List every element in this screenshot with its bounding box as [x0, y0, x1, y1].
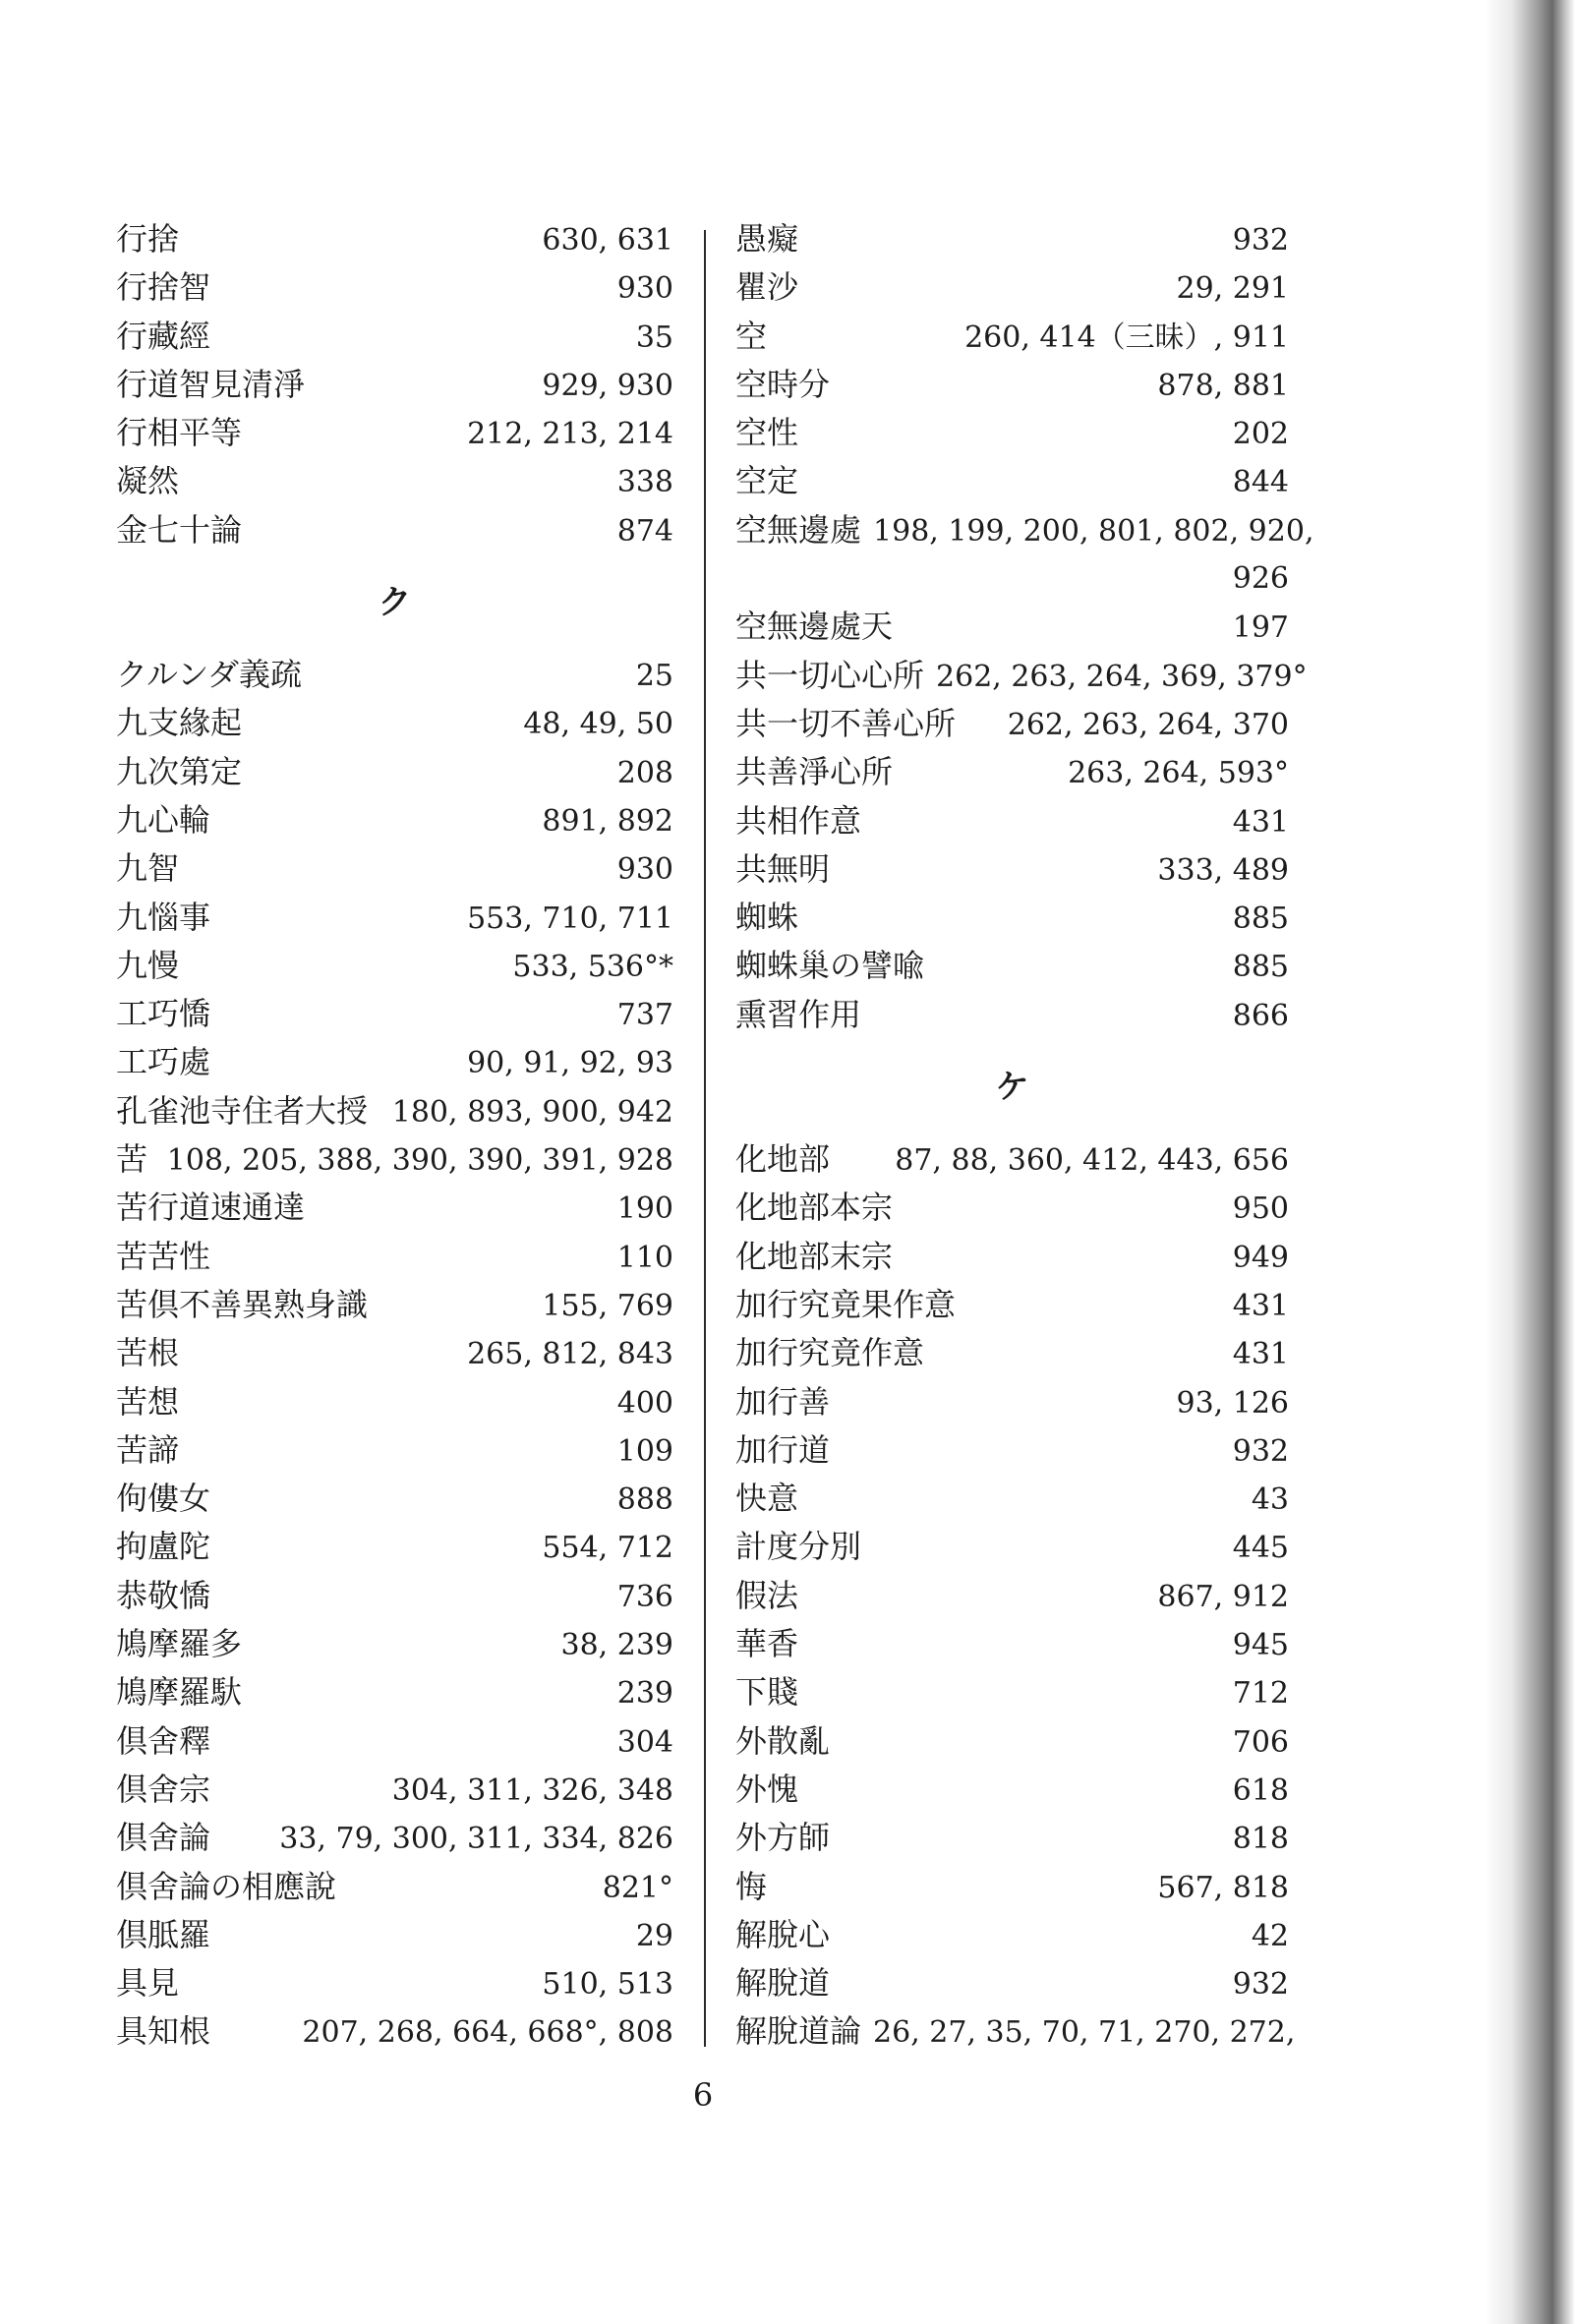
index-term: 倶胝羅: [116, 1915, 211, 1953]
index-term: 快意: [735, 1480, 799, 1518]
index-pages: 109: [616, 1433, 673, 1469]
index-term: 加行究竟果作意: [735, 1285, 957, 1323]
index-pages: 844: [1232, 465, 1289, 500]
index-term: 拘盧陀: [116, 1528, 211, 1566]
index-pages: 108, 205, 388, 390, 390, 391, 928: [166, 1143, 673, 1179]
index-term: 空: [735, 317, 768, 355]
index-term: 空性: [735, 414, 799, 452]
page-number: 6: [692, 2076, 714, 2114]
index-term: 空無邊處天: [735, 608, 894, 646]
index-pages: 431: [1232, 804, 1289, 840]
index-entry: [735, 361, 1289, 409]
index-term: 苦行道速通達: [116, 1189, 306, 1227]
index-entry: [735, 2007, 1296, 2056]
index-entry: [735, 1717, 1289, 1766]
index-pages: 29: [635, 1918, 673, 1953]
index-entry: [735, 1184, 1289, 1232]
index-pages: 930: [616, 271, 673, 307]
index-term: 工巧憍: [116, 995, 211, 1033]
index-term: 悔: [735, 1867, 768, 1905]
index-pages: 818: [1232, 1822, 1289, 1857]
index-entry: [735, 748, 1289, 796]
index-entry: [116, 748, 673, 796]
index-pages: 26, 27, 35, 70, 71, 270, 272,: [873, 2015, 1296, 2051]
index-pages: 208: [616, 755, 673, 790]
index-entry: [735, 991, 1289, 1039]
index-pages: 932: [1232, 1967, 1289, 2003]
index-pages: 197: [1232, 610, 1289, 646]
index-pages: 553, 710, 711: [467, 901, 673, 936]
index-entry: [735, 1135, 1289, 1184]
index-pages: 888: [616, 1482, 673, 1518]
index-pages: 38, 239: [560, 1628, 673, 1663]
index-pages: 155, 769: [542, 1288, 673, 1323]
index-pages: 932: [1232, 223, 1289, 258]
index-entry: [735, 1572, 1289, 1620]
index-entry: [116, 1378, 673, 1426]
index-term: 倶舍論の相應說: [116, 1867, 337, 1905]
index-term: 解脫心: [735, 1915, 831, 1953]
index-term: 苦想: [116, 1382, 180, 1421]
index-entry: [735, 457, 1289, 505]
index-pages: 533, 536°*: [512, 949, 673, 984]
index-pages: 431: [1232, 1288, 1289, 1323]
section-heading: ク: [378, 583, 412, 623]
index-term: 瞿沙: [735, 268, 799, 307]
index-entry: [735, 215, 1289, 263]
index-pages: 33, 79, 300, 311, 334, 826: [279, 1822, 673, 1857]
index-term: 熏習作用: [735, 995, 862, 1033]
index-pages: 262, 263, 264, 369, 379°: [936, 659, 1308, 694]
index-entry: [735, 1911, 1289, 1959]
index-pages: 867, 912: [1157, 1579, 1289, 1614]
index-pages: 263, 264, 593°: [1068, 756, 1289, 791]
index-entry: [116, 1814, 673, 1862]
index-pages: 43: [1251, 1482, 1289, 1518]
index-entry: [735, 894, 1289, 942]
index-pages: 304: [616, 1724, 673, 1760]
index-pages: 554, 712: [542, 1531, 673, 1566]
index-entry: [116, 409, 673, 457]
index-entry: [116, 1863, 673, 1911]
index-term: 九慢: [116, 946, 180, 984]
index-pages: 207, 268, 664, 668°, 808: [302, 2015, 673, 2051]
index-term: 空定: [735, 462, 799, 500]
index-entry: [735, 506, 1314, 554]
index-term: 苦: [116, 1140, 148, 1179]
index-term: 加行道: [735, 1430, 831, 1469]
index-pages: 35: [635, 320, 673, 355]
index-term: 共相作意: [735, 801, 862, 840]
index-pages: 926: [1232, 561, 1289, 597]
index-pages: 885: [1232, 901, 1289, 937]
index-entry: [116, 1717, 673, 1766]
index-term: 倶舍釋: [116, 1721, 211, 1760]
index-entry: [116, 1523, 673, 1571]
index-entry: [735, 313, 1289, 361]
index-term: 九支緣起: [116, 704, 243, 742]
index-entry: [735, 1523, 1289, 1571]
index-entry: [735, 1378, 1289, 1426]
index-pages: 885: [1232, 950, 1289, 985]
index-entry: [735, 554, 1289, 603]
index-entry: [116, 844, 673, 893]
index-entry: [116, 1668, 673, 1716]
index-entry: [116, 942, 673, 990]
index-term: 具知根: [116, 2012, 211, 2051]
index-entry: [116, 263, 673, 312]
index-entry: [116, 1184, 673, 1232]
index-entry: [735, 263, 1289, 312]
index-term: 計度分別: [735, 1528, 862, 1566]
index-pages: 706: [1232, 1724, 1289, 1760]
index-pages: 932: [1232, 1433, 1289, 1469]
index-term: 佝僂女: [116, 1480, 211, 1518]
column-divider: [704, 230, 706, 2047]
index-pages: 930: [616, 852, 673, 888]
index-pages: 630, 631: [542, 223, 673, 258]
scan-edge-shadow: [1485, 0, 1575, 2324]
index-term: 九智: [116, 849, 180, 888]
index-entry: [116, 1135, 673, 1184]
index-term: 化地部: [735, 1140, 831, 1179]
index-entry: [735, 652, 1308, 700]
index-pages: 262, 263, 264, 370: [1007, 707, 1289, 742]
index-term: 加行究竟作意: [735, 1334, 925, 1372]
index-term: 外愧: [735, 1770, 799, 1808]
index-entry: [116, 215, 673, 263]
index-pages: 866: [1232, 998, 1289, 1033]
index-entry: [735, 1233, 1289, 1281]
index-term: 倶舍論: [116, 1819, 211, 1857]
index-entry: [116, 2007, 673, 2056]
index-entry: [116, 1911, 673, 1959]
index-term: 共一切心心所: [735, 656, 925, 694]
index-pages: 400: [616, 1385, 673, 1421]
index-entry: [116, 1959, 673, 2007]
index-entry: [735, 1475, 1289, 1523]
index-entry: [116, 651, 673, 699]
index-entry: [735, 1959, 1289, 2007]
index-pages: 333, 489: [1157, 852, 1289, 888]
index-pages: 950: [1232, 1191, 1289, 1227]
index-term: 空時分: [735, 365, 831, 403]
index-entry: [735, 845, 1289, 894]
index-pages: 878, 881: [1157, 368, 1289, 403]
index-term: 行相平等: [116, 414, 243, 452]
index-entry: [735, 942, 1289, 990]
index-pages: 42: [1251, 1918, 1289, 1953]
index-pages: 180, 893, 900, 942: [391, 1094, 673, 1130]
index-term: 倶舍宗: [116, 1770, 211, 1808]
index-term: 解脫道論: [735, 2012, 862, 2051]
index-term: 凝然: [116, 462, 180, 500]
index-term: 鳩摩羅多: [116, 1625, 243, 1663]
index-pages: 821°: [602, 1870, 673, 1905]
index-term: 苦諦: [116, 1430, 180, 1469]
index-pages: 510, 513: [542, 1967, 673, 2003]
index-term: 鳩摩羅馱: [116, 1673, 243, 1712]
index-entry: [116, 990, 673, 1038]
index-entry: [116, 699, 673, 747]
index-pages: 737: [616, 998, 673, 1033]
index-term: 共一切不善心所: [735, 704, 957, 742]
index-pages: 618: [1232, 1772, 1289, 1808]
index-pages: 90, 91, 92, 93: [467, 1046, 673, 1081]
index-term: 愚癡: [735, 220, 799, 258]
index-pages: 48, 49, 50: [523, 707, 673, 742]
index-entry: [735, 797, 1289, 845]
index-term: 華香: [735, 1625, 799, 1663]
index-term: 九次第定: [116, 752, 243, 790]
index-term: 金七十論: [116, 510, 243, 549]
index-entry: [116, 1329, 673, 1377]
index-term: 共善淨心所: [735, 753, 894, 791]
index-entry: [116, 1572, 673, 1620]
index-term: 九心輪: [116, 800, 211, 839]
index-term: 行藏經: [116, 317, 211, 355]
index-entry: [116, 1620, 673, 1668]
index-pages: 93, 126: [1176, 1385, 1289, 1421]
index-term: 蜘蛛: [735, 899, 799, 937]
index-entry: [735, 1766, 1289, 1814]
index-pages: 338: [616, 465, 673, 500]
index-term: 假法: [735, 1576, 799, 1614]
index-term: 行捨: [116, 220, 180, 258]
index-entry: [116, 1766, 673, 1814]
index-entry: [116, 1087, 673, 1135]
index-entry: [735, 1281, 1289, 1329]
index-term: 九惱事: [116, 898, 211, 936]
index-entry: [116, 506, 673, 554]
index-term: 下賤: [735, 1673, 799, 1712]
index-pages: 945: [1232, 1628, 1289, 1663]
index-pages: 929, 930: [542, 368, 673, 403]
index-term: 苦根: [116, 1334, 180, 1372]
index-term: 苦苦性: [116, 1237, 211, 1275]
index-entry: [116, 894, 673, 942]
index-term: 苦倶不善異熟身識: [116, 1285, 369, 1323]
index-pages: 304, 311, 326, 348: [391, 1772, 673, 1808]
section-heading: ケ: [995, 1068, 1029, 1108]
index-entry: [735, 1863, 1289, 1911]
index-pages: 445: [1232, 1531, 1289, 1566]
index-entry: [735, 603, 1289, 651]
index-entry: [116, 313, 673, 361]
index-term: 外散亂: [735, 1721, 831, 1760]
index-pages: 190: [616, 1191, 673, 1227]
index-term: クルンダ義疏: [116, 656, 302, 694]
index-pages: 431: [1232, 1337, 1289, 1372]
index-entry: [116, 1426, 673, 1475]
index-term: 行道智見清淨: [116, 365, 306, 403]
index-pages: 260, 414（三昧）, 911: [964, 320, 1289, 355]
index-term: 化地部末宗: [735, 1237, 894, 1275]
index-pages: 212, 213, 214: [467, 417, 673, 452]
index-pages: 25: [635, 659, 673, 694]
index-entry: [116, 1038, 673, 1086]
index-entry: [735, 1426, 1289, 1475]
index-term: 解脫道: [735, 1964, 831, 2003]
index-entry: [735, 1620, 1289, 1668]
index-pages: 202: [1232, 417, 1289, 452]
index-term: 外方師: [735, 1819, 831, 1857]
index-term: 行捨智: [116, 268, 211, 307]
index-term: 化地部本宗: [735, 1189, 894, 1227]
index-column-right: [735, 215, 1314, 2057]
index-entry: [116, 361, 673, 409]
index-pages: 567, 818: [1157, 1870, 1289, 1905]
index-pages: 265, 812, 843: [467, 1337, 673, 1372]
index-pages: 29, 291: [1176, 271, 1289, 307]
index-pages: 949: [1232, 1240, 1289, 1275]
index-term: 恭敬憍: [116, 1576, 211, 1614]
index-entry: [735, 700, 1289, 748]
index-term: 蜘蛛巢の譬喩: [735, 947, 925, 985]
index-term: 孔雀池寺住者大授: [116, 1091, 369, 1130]
index-entry: [116, 1233, 673, 1281]
index-entry: [116, 1475, 673, 1523]
index-pages: 736: [616, 1579, 673, 1614]
index-pages: 87, 88, 360, 412, 443, 656: [895, 1143, 1289, 1179]
index-entry: [116, 796, 673, 844]
index-pages: 239: [616, 1676, 673, 1712]
index-entry: [735, 1814, 1289, 1862]
index-entry: [735, 1668, 1289, 1716]
index-pages: 110: [616, 1240, 673, 1275]
index-term: 加行善: [735, 1382, 831, 1421]
index-term: 空無邊處: [735, 510, 862, 549]
index-entry: [116, 1281, 673, 1329]
index-term: 共無明: [735, 849, 831, 888]
index-entry: [735, 409, 1289, 457]
index-pages: 874: [616, 513, 673, 549]
index-entry: [735, 1329, 1289, 1377]
index-term: 具見: [116, 1964, 180, 2003]
index-column-left: [116, 215, 673, 2057]
index-pages: 891, 892: [542, 803, 673, 839]
index-term: 工巧處: [116, 1043, 211, 1081]
index-pages: 712: [1232, 1676, 1289, 1712]
index-pages: 198, 199, 200, 801, 802, 920,: [873, 513, 1314, 549]
index-entry: [116, 457, 673, 505]
